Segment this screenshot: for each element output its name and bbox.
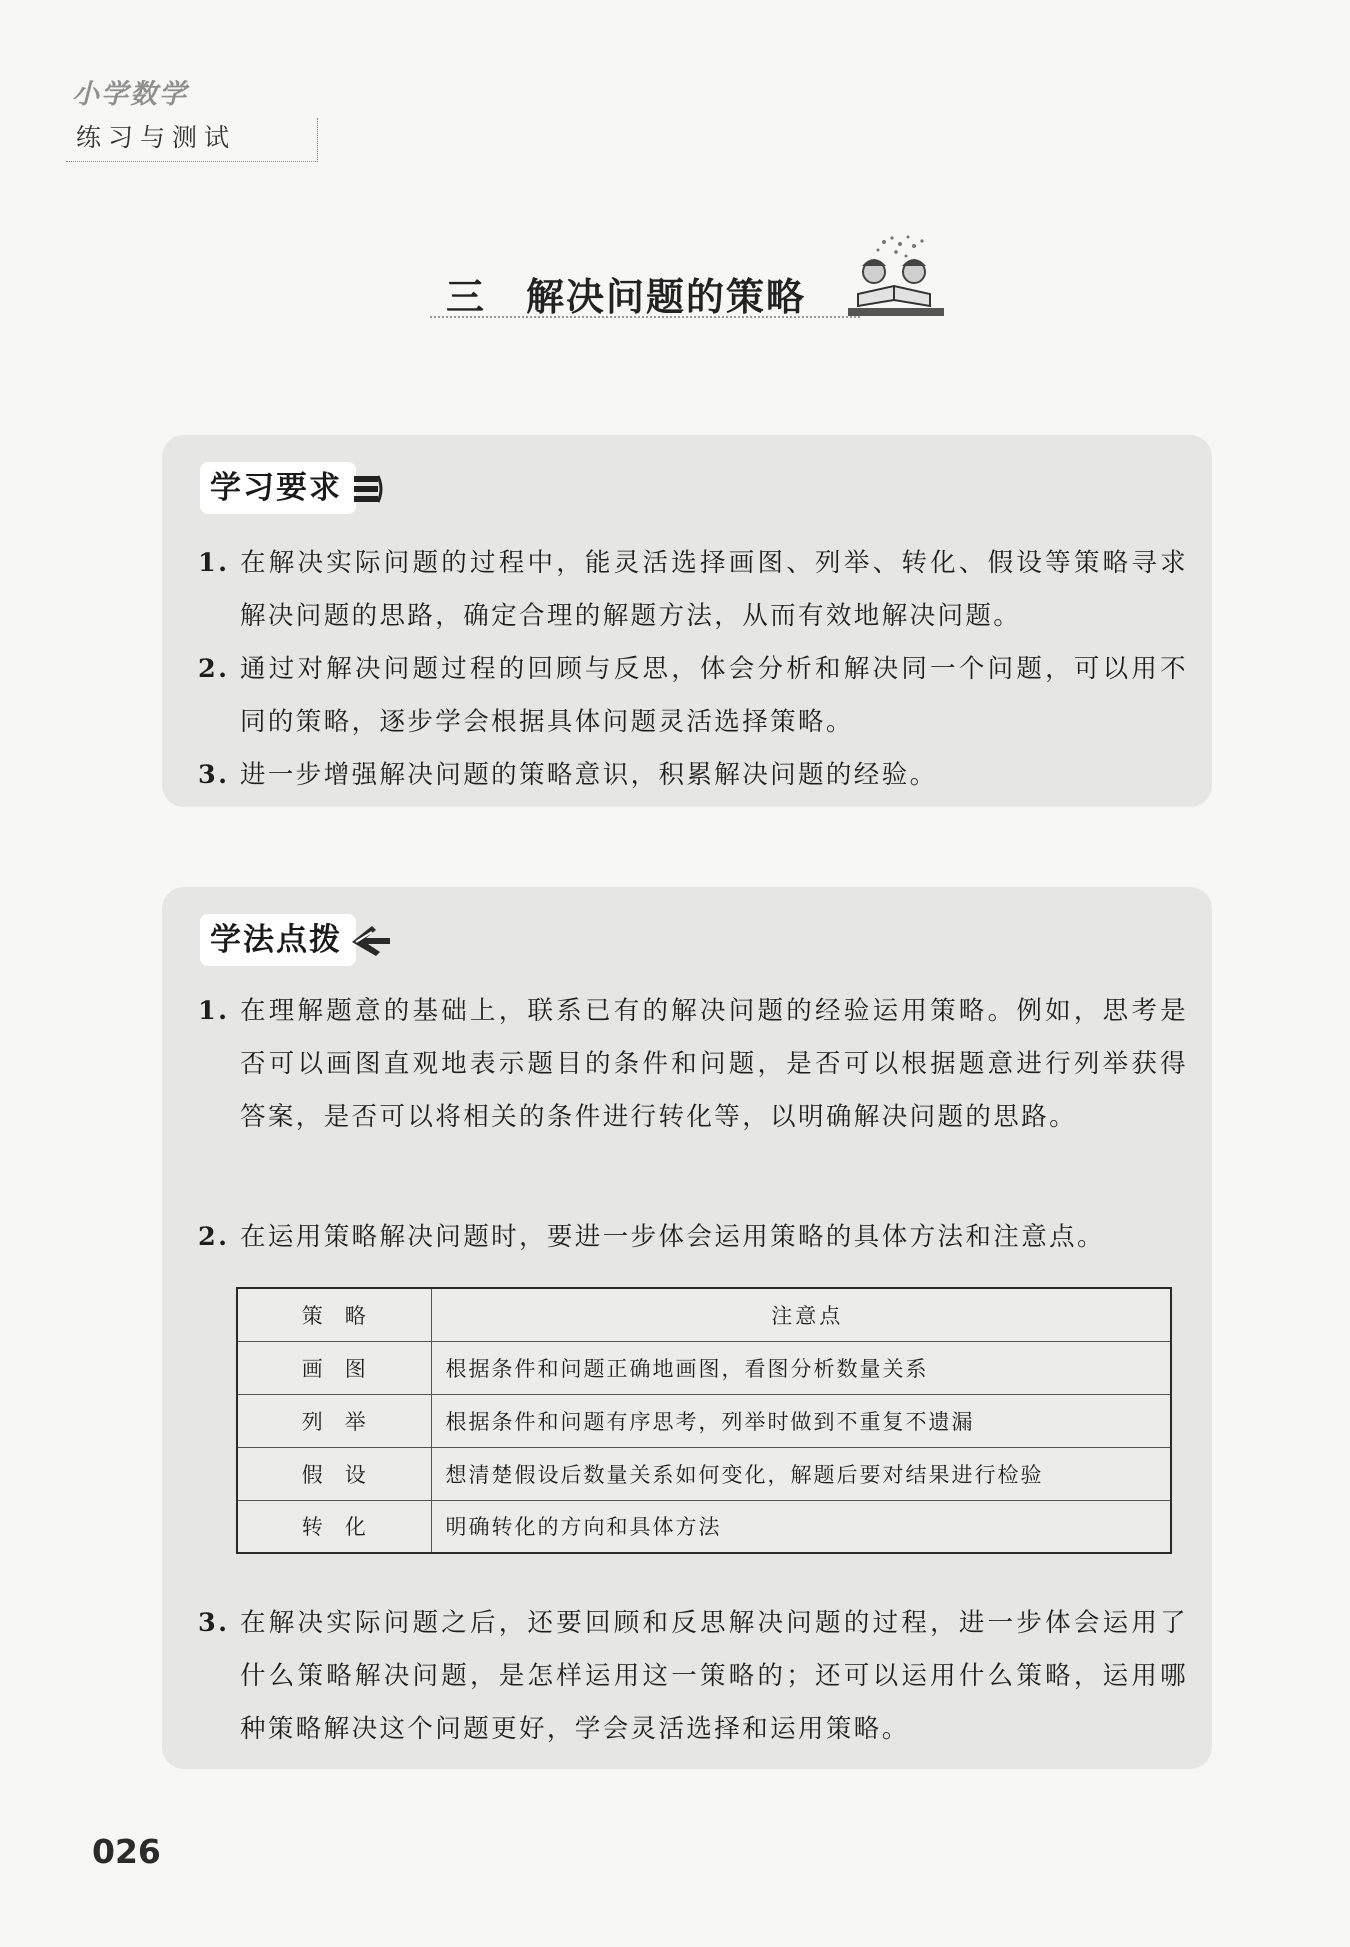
strategy-cell: 假设 [237,1447,431,1500]
book-subtitle: 练习与测试 [76,123,237,152]
item-number: 2. [198,1222,230,1252]
page-number: 026 [92,1832,161,1871]
item-text: 在解决实际问题的过程中，能灵活选择画图、列举、转化、假设等策略寻求解决问题的思路，确定合理的解题方法，从而有效地解决问题。 [240,548,1188,631]
series-brand: 小学数学 [72,79,188,110]
strategy-cell: 转化 [237,1500,431,1553]
item-text: 通过对解决问题过程的回顾与反思，体会分析和解决同一个问题，可以用不同的策略，逐步学会根据具体问题灵活选择策略。 [240,654,1188,737]
column-header-notes: 注意点 [431,1288,1171,1341]
study-tips-panel [162,887,1212,1769]
learning-requirements-panel [162,435,1212,807]
column-header-strategy: 策略 [237,1288,431,1341]
strategy-table [236,1287,1172,1554]
children-reading-illustration [840,232,952,324]
item-text: 在运用策略解决问题时，要进一步体会运用策略的具体方法和注意点。 [240,1222,1105,1252]
notes-cell: 根据条件和问题正确地画图，看图分析数量关系 [431,1341,1171,1394]
notes-cell: 明确转化的方向和具体方法 [431,1500,1171,1553]
chapter-title: 三 解决问题的策略 [446,274,807,319]
tip-item [198,985,1188,1144]
book-icon [350,468,384,508]
book-subtitle-box [66,118,318,162]
item-text: 在理解题意的基础上，联系已有的解决问题的经验运用策略。例如，思考是否可以画图直观地表示题目的条件和问题，是否可以根据题意进行列举获得答案，是否可以将相关的条件进行转化等，以明确解决问题的思路。 [240,996,1188,1132]
requirement-item [198,537,1188,643]
requirement-item [198,749,1188,802]
section-title: 学法点拨 [200,914,356,966]
pointing-hand-icon [350,920,394,960]
section-heading [200,461,384,515]
table-row [237,1447,1171,1500]
chapter-underline [430,316,860,318]
section-heading [200,913,394,967]
requirement-item [198,643,1188,749]
notes-cell: 想清楚假设后数量关系如何变化，解题后要对结果进行检验 [431,1447,1171,1500]
notes-cell: 根据条件和问题有序思考，列举时做到不重复不遗漏 [431,1394,1171,1447]
table-row [237,1394,1171,1447]
tip-item [198,1211,1188,1264]
table-header-row [237,1288,1171,1341]
tip-item [198,1597,1188,1756]
item-number: 2. [198,654,230,684]
table-row [237,1500,1171,1553]
strategy-cell: 列举 [237,1394,431,1447]
chapter-heading [430,266,950,322]
item-text: 在解决实际问题之后，还要回顾和反思解决问题的过程，进一步体会运用了什么策略解决问题，是怎样运用这一策略的；还可以运用什么策略，运用哪种策略解决这个问题更好，学会灵活选择和运用策略。 [240,1608,1188,1744]
item-text: 进一步增强解决问题的策略意识，积累解决问题的经验。 [240,760,938,790]
table-row [237,1341,1171,1394]
item-number: 1. [198,548,230,578]
section-title: 学习要求 [200,462,356,514]
item-number: 3. [198,760,230,790]
strategy-cell: 画图 [237,1341,431,1394]
item-number: 1. [198,996,230,1026]
item-number: 3. [198,1608,230,1638]
